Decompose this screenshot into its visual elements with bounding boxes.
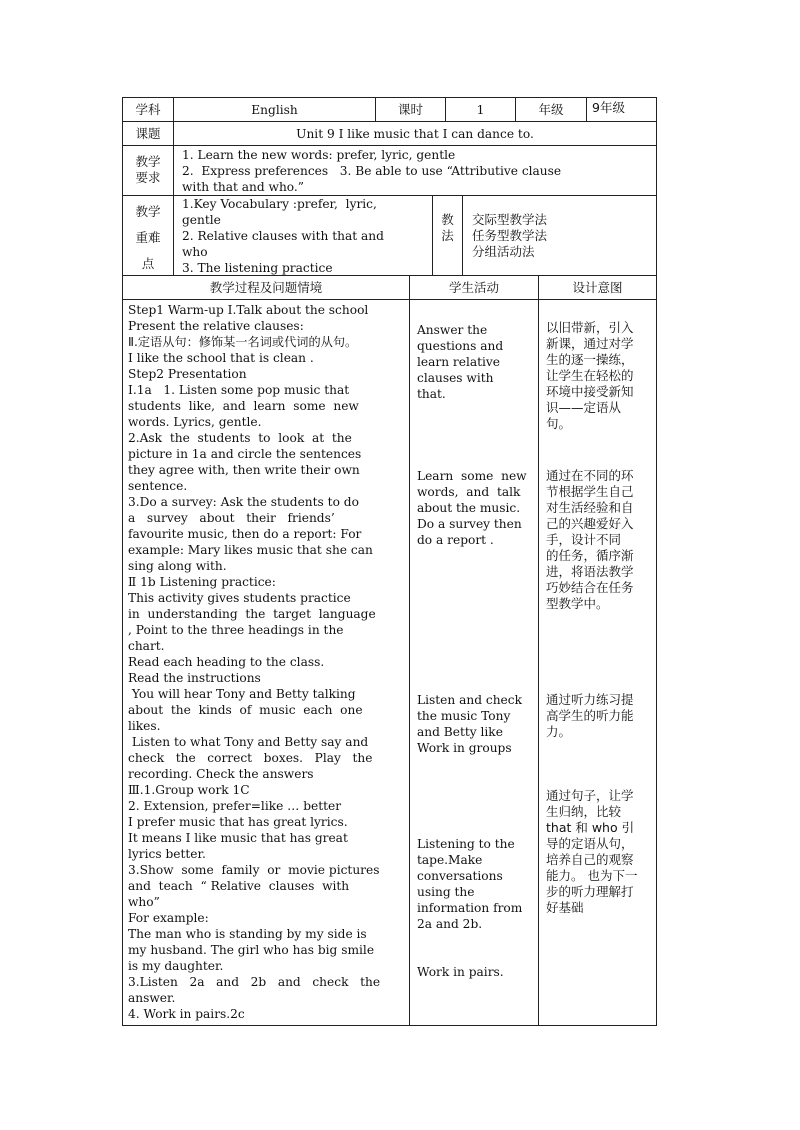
design-intent-line: 型教学中。 [546,596,609,611]
table-border [586,97,587,121]
process-line: It means I like music that has great [128,831,348,845]
key-points-label: 点 [141,256,155,271]
student-activity-line: the music Tony [417,709,511,723]
key-points-label: 教学 [135,204,161,219]
process-line: is my daughter. [128,959,224,973]
design-intent-line: 句。 [546,416,572,431]
design-intent-line: 生的逐一操练， [546,352,634,367]
grade-label: 年级 [538,102,564,117]
process-line: likes. [128,719,161,733]
process-line: sentence. [128,479,188,493]
process-line: The man who is standing by my side is [128,927,367,941]
student-activity-line: using the [417,885,475,899]
student-activity-line: information from [417,901,523,915]
table-border [122,299,657,300]
design-intent-line: 通过在不同的环 [546,468,634,483]
process-line: I prefer music that has great lyrics. [128,815,348,829]
process-line: check the correct boxes. Play the [128,751,373,765]
topic-value: Unit 9 I like music that I can dance to. [296,127,534,141]
table-border [409,275,410,1026]
student-activity-line: Listening to the [417,837,515,851]
design-intent-line: 手，设计不同 [546,532,622,547]
key-points-line: who [182,245,208,259]
requirements-line: 1. Learn the new words: prefer, lyric, gentle [182,148,456,162]
table-border [122,145,657,146]
process-line: about the kinds of music each one [128,703,363,717]
subject-label: 学科 [135,102,161,117]
key-points-line: 3. The listening practice [182,261,333,275]
process-line: recording. Check the answers [128,767,314,781]
process-line: students like, and learn some new [128,399,359,413]
process-line: Present the relative clauses: [128,319,304,333]
method-item: 任务型教学法 [472,228,548,243]
key-points-line: 2. Relative clauses with that and [182,229,384,243]
student-activity-line: 2a and 2b. [417,917,483,931]
student-activity-line: that. [417,387,446,401]
design-intent-line: 通过听力练习提 [546,692,634,707]
table-border [173,97,174,275]
requirements-line: 2. Express preferences 3. Be able to use “Attributive clause [182,164,562,178]
process-line: Step2 Presentation [128,367,247,381]
table-border [538,275,539,1026]
design-intent-line: 节根据学生自己 [546,484,634,499]
requirements-line: with that and who.” [182,180,305,194]
process-line: 2. Extension, prefer=like … better [128,799,342,813]
process-line: they agree with, then write their own [128,463,360,477]
column-header-student: 学生活动 [448,280,499,295]
process-line: 3.Show some family or movie pictures [128,863,380,877]
table-border [122,1025,657,1026]
process-line: This activity gives students practice [128,591,351,605]
student-activity-line: do a report . [417,533,494,547]
process-line: Ⅱ.定语从句：修饰某一名词或代词的从句。 [128,335,358,349]
process-line: I like the school that is clean . [128,351,314,365]
table-border [656,97,657,1026]
key-points-line: 1.Key Vocabulary :prefer, lyric, [182,197,377,211]
design-intent-line: 培养自己的观察 [546,852,634,867]
design-intent-line: 让学生在轻松的 [546,368,634,383]
student-activity-line: clauses with [417,371,494,385]
process-line: my husband. The girl who has big smile [128,943,375,957]
process-line: , Point to the three headings in the [128,623,344,637]
process-line: 3.Listen 2a and 2b and check the [128,975,381,989]
process-line: Read each heading to the class. [128,655,325,669]
student-activity-line: Work in groups [417,741,512,755]
process-line: Step1 Warm-up Ⅰ.Talk about the school [128,303,369,317]
process-column [128,302,404,1022]
design-intent-line: 新课，通过对学 [546,336,634,351]
method-item: 分组活动法 [472,244,535,259]
design-intent-line: 力。 [546,724,572,739]
key-points-label: 重难 [135,230,161,245]
design-intent-line: 的任务，循序渐 [546,548,634,563]
design-intent-line: 步的听力理解打 [546,884,634,899]
method-label: 教 [441,212,454,227]
student-column [417,302,535,1022]
process-line: a survey about their friends’ [128,511,335,525]
design-intent-line: 导的定语从句， [546,836,634,851]
period-value: 1 [476,103,485,117]
process-line: in understanding the target language [128,607,376,621]
design-intent-line: that 和 who 引 [546,820,635,835]
student-activity-line: and Betty like [417,725,503,739]
process-line: and teach “ Relative clauses with [128,879,350,893]
process-line: picture in 1a and circle the sentences [128,447,362,461]
table-border [122,97,657,98]
topic-label: 课题 [135,126,161,141]
subject-value: English [251,103,298,117]
grade-value: 9年级 [592,100,625,115]
design-column [546,302,654,1022]
column-header-design: 设计意图 [572,280,623,295]
design-intent-line: 识——定语从 [546,400,622,415]
design-intent-line: 能力。 也为下一 [546,868,638,883]
student-activity-line: Work in pairs. [417,965,504,979]
student-activity-line: words, and talk [417,485,521,499]
student-activity-line: tape.Make [417,853,483,867]
student-activity-line: questions and [417,339,504,353]
process-line: You will hear Tony and Betty talking [128,687,356,701]
student-activity-line: Learn some new [417,469,527,483]
student-activity-line: Answer the [417,323,488,337]
period-label: 课时 [397,102,423,117]
method-label: 法 [441,228,454,243]
process-line: 2.Ask the students to look at the [128,431,352,445]
design-intent-line: 环境中接受新知 [546,384,634,399]
student-activity-line: Listen and check [417,693,522,707]
student-activity-line: about the music. [417,501,521,515]
process-line: who” [128,895,160,909]
design-intent-line: 通过句子，让学 [546,788,634,803]
process-line: chart. [128,639,165,653]
table-border [122,121,657,122]
process-line: lyrics better. [128,847,206,861]
process-line: example: Mary likes music that she can [128,543,373,557]
table-border [462,195,463,275]
process-line: Read the instructions [128,671,261,685]
student-activity-line: conversations [417,869,503,883]
design-intent-line: 好基础 [546,900,584,915]
process-line: Ⅰ.1a 1. Listen some pop music that [128,383,350,397]
student-activity-line: Do a survey then [417,517,522,531]
design-intent-line: 对生活经验和自 [546,500,634,515]
design-intent-line: 以旧带新，引入 [546,320,634,335]
student-activity-line: learn relative [417,355,501,369]
key-points-line: gentle [182,213,221,227]
requirements-label: 要求 [135,170,161,185]
process-line: words. Lyrics, gentle. [128,415,262,429]
process-line: sing along with. [128,559,227,573]
process-line: answer. [128,991,176,1005]
process-line: favourite music, then do a report: For [128,527,362,541]
design-intent-line: 生归纳，比较 [546,804,622,819]
design-intent-line: 高学生的听力能 [546,708,634,723]
process-line: Ⅲ.1.Group work 1C [128,783,250,797]
process-line: Ⅱ 1b Listening practice: [128,575,276,589]
design-intent-line: 巧妙结合在任务 [546,580,634,595]
design-intent-line: 己的兴趣爱好入 [546,516,634,531]
requirements-label: 教学 [135,154,161,169]
process-line: Listen to what Tony and Betty say and [128,735,369,749]
process-line: 4. Work in pairs.2c [128,1007,245,1021]
design-intent-line: 进，将语法教学 [546,564,634,579]
column-header-process: 教学过程及问题情境 [209,280,323,295]
process-line: For example: [128,911,209,925]
process-line: 3.Do a survey: Ask the students to do [128,495,359,509]
method-item: 交际型教学法 [472,212,548,227]
